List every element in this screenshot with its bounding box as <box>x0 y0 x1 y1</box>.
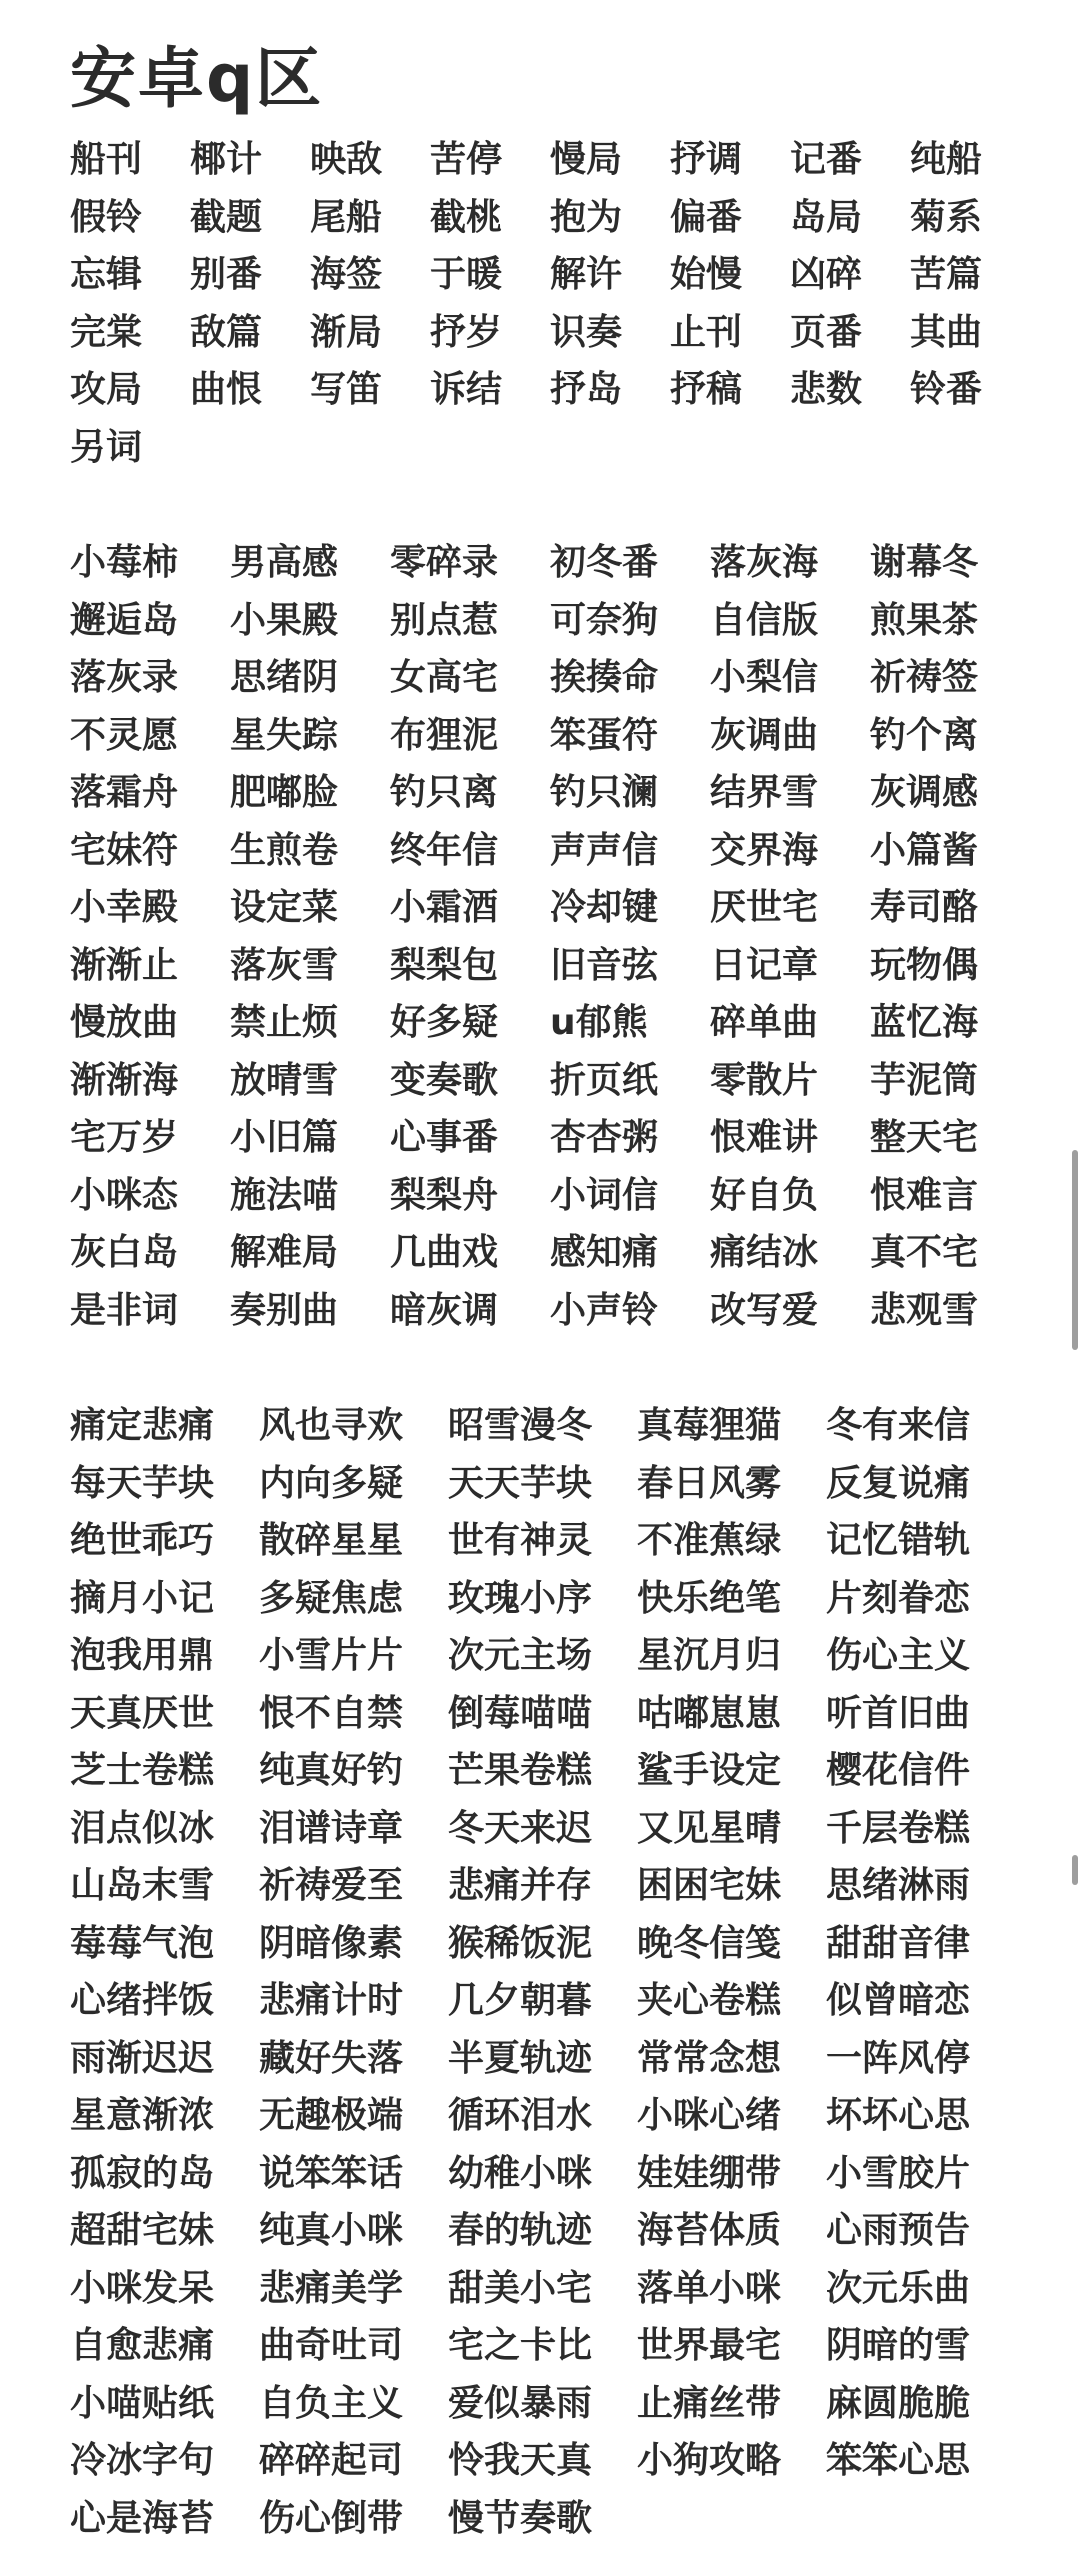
name-item: 于暖 <box>430 254 503 295</box>
name-item: 抒调 <box>670 139 743 180</box>
word-row <box>70 189 1030 247</box>
name-item: 循环泪水 <box>448 2095 593 2136</box>
name-item: 藏好失落 <box>259 2037 404 2079</box>
name-item: u郁熊 <box>550 1002 648 1043</box>
word-row <box>70 1627 1015 1685</box>
name-item: 宅之卡比 <box>448 2325 593 2366</box>
name-item: 别番 <box>190 254 263 295</box>
name-item: 小幸殿 <box>70 887 179 928</box>
word-row <box>70 1224 1030 1282</box>
name-item: 曲恨 <box>190 369 263 410</box>
name-item: 绝世乖巧 <box>70 1520 215 1561</box>
word-row <box>70 1397 1015 1455</box>
name-item: 坏坏心思 <box>826 2095 971 2136</box>
name-item: 悲数 <box>790 369 863 410</box>
name-item: 始慢 <box>670 254 743 295</box>
name-item: 其曲 <box>910 311 983 353</box>
word-row <box>70 822 1030 880</box>
name-item: 船刊 <box>70 139 143 180</box>
name-item: 小果殿 <box>230 599 339 641</box>
word-row <box>70 1685 1015 1743</box>
name-item: 另词 <box>70 426 143 468</box>
name-item: 天真厌世 <box>70 1692 215 1734</box>
name-item: 小雪胶片 <box>826 2152 971 2194</box>
name-item: 快乐绝笔 <box>637 1577 782 1619</box>
name-item: 世界最宅 <box>637 2325 782 2366</box>
name-item: 落灰录 <box>70 657 179 698</box>
word-row <box>70 994 1030 1052</box>
name-item: 玫瑰小序 <box>448 1577 593 1619</box>
name-item: 肥嘟脸 <box>230 772 339 813</box>
word-row <box>70 419 1030 477</box>
name-item: 麻圆脆脆 <box>826 2382 971 2424</box>
name-item: 变奏歌 <box>390 1059 499 1101</box>
name-item: 似曾暗恋 <box>826 1980 971 2021</box>
name-item: 天天芋块 <box>448 1462 593 1504</box>
name-item: 小莓柿 <box>70 542 179 583</box>
name-item: 恨不自禁 <box>259 1692 404 1734</box>
name-item: 昭雪漫冬 <box>448 1405 593 1446</box>
name-item: 曲奇吐司 <box>259 2325 404 2366</box>
name-item: 听首旧曲 <box>826 1692 971 1734</box>
name-item: 超甜宅妹 <box>70 2210 215 2251</box>
name-item: 倒莓喵喵 <box>448 1692 593 1734</box>
name-item: 半夏轨迹 <box>448 2037 593 2079</box>
name-item: 苦停 <box>430 139 503 180</box>
name-item: 好自负 <box>710 1174 819 1216</box>
name-item: 晚冬信笺 <box>637 1922 782 1964</box>
name-item: 痛结冰 <box>710 1232 819 1273</box>
name-item: 灰调曲 <box>710 714 819 756</box>
name-item: 灰调感 <box>870 772 979 813</box>
name-item: 厌世宅 <box>710 887 819 928</box>
name-item: 诉结 <box>430 369 503 410</box>
word-row <box>70 2145 1015 2203</box>
word-row <box>70 2087 1015 2145</box>
name-item: 宅妹符 <box>70 829 179 871</box>
name-item: 施法喵 <box>230 1174 339 1216</box>
name-item: 散碎星星 <box>259 1520 404 1561</box>
name-item: 落单小咪 <box>637 2267 782 2309</box>
name-item: 真不宅 <box>870 1232 979 1273</box>
word-row <box>70 1742 1015 1800</box>
word-row <box>70 2317 1015 2375</box>
name-item: 凶碎 <box>790 254 863 295</box>
name-item: 可奈狗 <box>550 599 659 641</box>
name-item: 不准蕉绿 <box>637 1520 782 1561</box>
word-row <box>70 1512 1015 1570</box>
name-item: 小篇酱 <box>870 829 979 871</box>
name-item: 千层卷糕 <box>826 1807 971 1849</box>
word-row <box>70 1800 1015 1858</box>
name-item: 冷冰字句 <box>70 2440 215 2481</box>
name-item: 梨梨包 <box>390 944 499 986</box>
name-item: 猴稀饭泥 <box>448 1922 593 1964</box>
name-item: 禁止烦 <box>230 1002 339 1043</box>
name-item: 伤心主义 <box>826 1635 971 1676</box>
name-item: 星失踪 <box>230 714 339 756</box>
name-item: 甜甜音律 <box>826 1922 971 1964</box>
name-item: 多疑焦虑 <box>259 1577 404 1619</box>
name-item: 自愈悲痛 <box>70 2325 215 2366</box>
name-item: 挨揍命 <box>550 657 659 698</box>
name-item: 小狗攻略 <box>637 2440 782 2481</box>
name-item: 是非词 <box>70 1289 179 1331</box>
name-item: 心是海苔 <box>70 2497 215 2539</box>
name-item: 又见星晴 <box>637 1807 782 1849</box>
name-item: 小咪态 <box>70 1174 179 1216</box>
name-item: 常常念想 <box>637 2037 782 2079</box>
word-row <box>70 534 1030 592</box>
name-item: 心绪拌饭 <box>70 1980 215 2021</box>
name-item: 莓莓气泡 <box>70 1922 215 1964</box>
name-item: 好多疑 <box>390 1002 499 1043</box>
name-item: 几曲戏 <box>390 1232 499 1273</box>
name-item: 钓个离 <box>870 714 979 756</box>
name-item: 山岛末雪 <box>70 1865 215 1906</box>
name-item: 海苔体质 <box>637 2210 782 2251</box>
name-item: 甜美小宅 <box>448 2267 593 2309</box>
name-item: 心雨预告 <box>826 2210 971 2251</box>
name-item: 咕嘟崽崽 <box>637 1692 782 1734</box>
scrollbar-thumb-secondary[interactable] <box>1072 1855 1078 1885</box>
name-item: 心事番 <box>390 1117 499 1158</box>
name-item: 小咪心绪 <box>637 2095 782 2136</box>
name-item: 思绪淋雨 <box>826 1865 971 1906</box>
name-item: 零碎录 <box>390 542 499 583</box>
name-item: 别点惹 <box>390 599 499 641</box>
name-item: 樱花信件 <box>826 1750 971 1791</box>
name-item: 次元乐曲 <box>826 2267 971 2309</box>
name-item: 慢局 <box>550 139 623 180</box>
name-item: 写笛 <box>310 369 383 410</box>
name-item: 恨难言 <box>870 1174 979 1216</box>
name-item: 抒稿 <box>670 369 743 410</box>
name-item: 谢幕冬 <box>870 542 979 583</box>
name-item: 痛定悲痛 <box>70 1405 215 1446</box>
four-char-name-list <box>70 1397 1015 2547</box>
name-item: 偏番 <box>670 196 743 238</box>
name-item: 真莓狸猫 <box>637 1405 782 1446</box>
name-item: 自信版 <box>710 599 819 641</box>
name-item: 记番 <box>790 139 863 180</box>
word-row <box>70 2490 1015 2548</box>
name-item: 灰白岛 <box>70 1232 179 1273</box>
name-item: 内向多疑 <box>259 1462 404 1504</box>
word-row <box>70 1570 1015 1628</box>
name-item: 星沉月归 <box>637 1635 782 1676</box>
name-item: 映敌 <box>310 139 383 180</box>
word-row <box>70 246 1030 304</box>
name-item: 反复说痛 <box>826 1462 971 1504</box>
word-row <box>70 937 1030 995</box>
name-item: 渐渐海 <box>70 1059 179 1101</box>
name-item: 零散片 <box>710 1059 819 1101</box>
name-item: 阴暗像素 <box>259 1922 404 1964</box>
name-item: 整天宅 <box>870 1117 979 1158</box>
name-item: 落灰海 <box>710 542 819 583</box>
name-item: 男高感 <box>230 542 339 583</box>
name-item: 祈祷爱至 <box>259 1865 404 1906</box>
name-item: 一阵风停 <box>826 2037 971 2079</box>
name-item: 改写爱 <box>710 1289 819 1331</box>
name-item: 椰计 <box>190 139 263 180</box>
name-item: 钓只离 <box>390 772 499 813</box>
word-row <box>70 592 1030 650</box>
name-item: 泪点似冰 <box>70 1807 215 1849</box>
name-item: 不灵愿 <box>70 714 179 756</box>
word-row <box>70 1282 1030 1340</box>
word-row <box>70 131 1030 189</box>
word-row <box>70 649 1030 707</box>
name-item: 落灰雪 <box>230 944 339 986</box>
name-item: 悲痛美学 <box>259 2267 404 2309</box>
name-item: 小霜酒 <box>390 887 499 928</box>
name-item: 页番 <box>790 311 863 353</box>
name-item: 敌篇 <box>190 311 263 353</box>
name-item: 菊系 <box>910 196 983 238</box>
name-item: 交界海 <box>710 829 819 871</box>
name-item: 旧音弦 <box>550 944 659 986</box>
name-item: 煎果茶 <box>870 599 979 641</box>
name-item: 自负主义 <box>259 2382 404 2424</box>
name-item: 纯船 <box>910 139 983 180</box>
name-item: 玩物偶 <box>870 944 979 986</box>
name-item: 慢节奏歌 <box>448 2497 593 2539</box>
name-item: 悲痛计时 <box>259 1980 404 2021</box>
name-item: 星意渐浓 <box>70 2095 215 2136</box>
name-item: 思绪阴 <box>230 657 339 698</box>
name-item: 截桃 <box>430 196 503 238</box>
name-item: 几夕朝暮 <box>448 1980 593 2021</box>
name-item: 折页纸 <box>550 1059 659 1101</box>
name-item: 尾船 <box>310 196 383 238</box>
name-item: 梨梨舟 <box>390 1174 499 1216</box>
name-item: 冬有来信 <box>826 1405 971 1446</box>
name-item: 纯真好钓 <box>259 1750 404 1791</box>
name-item: 芝士卷糕 <box>70 1750 215 1791</box>
name-item: 片刻眷恋 <box>826 1577 971 1619</box>
name-item: 落霜舟 <box>70 772 179 813</box>
name-item: 寿司酪 <box>870 887 979 928</box>
name-item: 邂逅岛 <box>70 599 179 641</box>
name-item: 渐渐止 <box>70 944 179 986</box>
name-item: 碎碎起司 <box>259 2440 404 2481</box>
name-item: 苦篇 <box>910 254 983 295</box>
name-item: 冷却键 <box>550 887 659 928</box>
name-item: 小梨信 <box>710 657 819 698</box>
name-item: 奏别曲 <box>230 1289 339 1331</box>
name-item: 慢放曲 <box>70 1002 179 1043</box>
name-item: 碎单曲 <box>710 1002 819 1043</box>
name-item: 小雪片片 <box>259 1635 404 1676</box>
name-item: 娃娃绷带 <box>637 2152 782 2194</box>
name-item: 阴暗的雪 <box>826 2325 971 2366</box>
name-item: 春日风雾 <box>637 1462 782 1504</box>
name-item: 夹心卷糕 <box>637 1980 782 2021</box>
name-item: 结界雪 <box>710 772 819 813</box>
name-item: 截题 <box>190 196 263 238</box>
name-item: 冬天来迟 <box>448 1807 593 1849</box>
name-item: 风也寻欢 <box>259 1405 404 1446</box>
name-item: 小喵贴纸 <box>70 2382 215 2424</box>
name-item: 抒岁 <box>430 311 503 353</box>
name-item: 止痛丝带 <box>637 2382 782 2424</box>
word-row <box>70 304 1030 362</box>
word-row <box>70 1109 1030 1167</box>
name-item: 摘月小记 <box>70 1577 215 1619</box>
name-item: 伤心倒带 <box>259 2497 404 2539</box>
name-item: 暗灰调 <box>390 1289 499 1331</box>
name-item: 识奏 <box>550 311 623 353</box>
name-item: 笨蛋符 <box>550 714 659 756</box>
name-item: 小词信 <box>550 1174 659 1216</box>
word-row <box>70 707 1030 765</box>
word-row <box>70 2432 1015 2490</box>
name-item: 爱似暴雨 <box>448 2382 593 2424</box>
name-item: 悲观雪 <box>870 1289 979 1331</box>
name-item: 怜我天真 <box>448 2440 593 2481</box>
name-item: 放晴雪 <box>230 1059 339 1101</box>
word-row <box>70 1972 1015 2030</box>
name-item: 孤寂的岛 <box>70 2152 215 2194</box>
name-item: 声声信 <box>550 829 659 871</box>
name-item: 芒果卷糕 <box>448 1750 593 1791</box>
page-title: 安卓q区 <box>70 40 324 117</box>
name-item: 渐局 <box>310 311 383 353</box>
name-item: 蓝忆海 <box>870 1002 979 1043</box>
name-item: 悲痛并存 <box>448 1865 593 1906</box>
name-item: 说笨笨话 <box>259 2152 404 2194</box>
word-row <box>70 879 1030 937</box>
name-item: 铃番 <box>910 369 983 410</box>
name-item: 完棠 <box>70 311 143 353</box>
name-item: 日记章 <box>710 944 819 986</box>
name-item: 攻局 <box>70 369 143 410</box>
name-item: 困困宅妹 <box>637 1865 782 1906</box>
name-item: 鲨手设定 <box>637 1750 782 1791</box>
name-item: 恨难讲 <box>710 1117 819 1158</box>
name-item: 抒岛 <box>550 369 623 410</box>
name-item: 初冬番 <box>550 542 659 583</box>
name-item: 纯真小咪 <box>259 2210 404 2251</box>
name-item: 幼稚小咪 <box>448 2152 593 2194</box>
name-item: 海签 <box>310 254 383 295</box>
name-item: 雨渐迟迟 <box>70 2037 215 2079</box>
word-row <box>70 1167 1030 1225</box>
word-row <box>70 2202 1015 2260</box>
name-item: 解难局 <box>230 1232 339 1273</box>
name-item: 终年信 <box>390 829 499 871</box>
name-item: 春的轨迹 <box>448 2210 593 2251</box>
name-item: 祈祷签 <box>870 657 979 698</box>
name-item: 每天芋块 <box>70 1462 215 1504</box>
name-item: 设定菜 <box>230 887 339 928</box>
name-item: 小咪发呆 <box>70 2267 215 2309</box>
name-item: 抱为 <box>550 196 623 238</box>
name-item: 世有神灵 <box>448 1520 593 1561</box>
word-row <box>70 2375 1015 2433</box>
name-item: 小旧篇 <box>230 1117 339 1158</box>
name-item: 止刊 <box>670 311 743 353</box>
name-item: 无趣极端 <box>259 2095 404 2136</box>
word-row <box>70 1455 1015 1513</box>
name-item: 笨笨心思 <box>826 2440 971 2481</box>
name-item: 次元主场 <box>448 1635 593 1676</box>
name-item: 杏杏粥 <box>550 1117 659 1158</box>
name-item: 假铃 <box>70 196 143 238</box>
name-item: 记忆错轨 <box>826 1520 971 1561</box>
three-char-name-list <box>70 534 1030 1339</box>
scrollbar-thumb[interactable] <box>1072 1150 1078 1350</box>
name-item: 芋泥筒 <box>870 1059 979 1101</box>
word-row <box>70 1857 1015 1915</box>
word-row <box>70 1052 1030 1110</box>
word-row <box>70 2030 1015 2088</box>
word-row <box>70 361 1030 419</box>
name-item: 小声铃 <box>550 1289 659 1331</box>
name-item: 忘辑 <box>70 254 143 295</box>
name-item: 生煎卷 <box>230 829 339 871</box>
word-row <box>70 764 1030 822</box>
two-char-name-list <box>70 131 1030 476</box>
name-item: 解许 <box>550 254 623 295</box>
name-item: 岛局 <box>790 196 863 238</box>
name-item: 感知痛 <box>550 1232 659 1273</box>
name-item: 布狸泥 <box>390 714 499 756</box>
name-item: 泡我用鼎 <box>70 1635 215 1676</box>
name-item: 女高宅 <box>390 657 499 698</box>
name-item: 泪谱诗章 <box>259 1807 404 1849</box>
name-item: 钓只澜 <box>550 772 659 813</box>
word-row <box>70 1915 1015 1973</box>
word-row <box>70 2260 1015 2318</box>
name-item: 宅万岁 <box>70 1117 179 1158</box>
